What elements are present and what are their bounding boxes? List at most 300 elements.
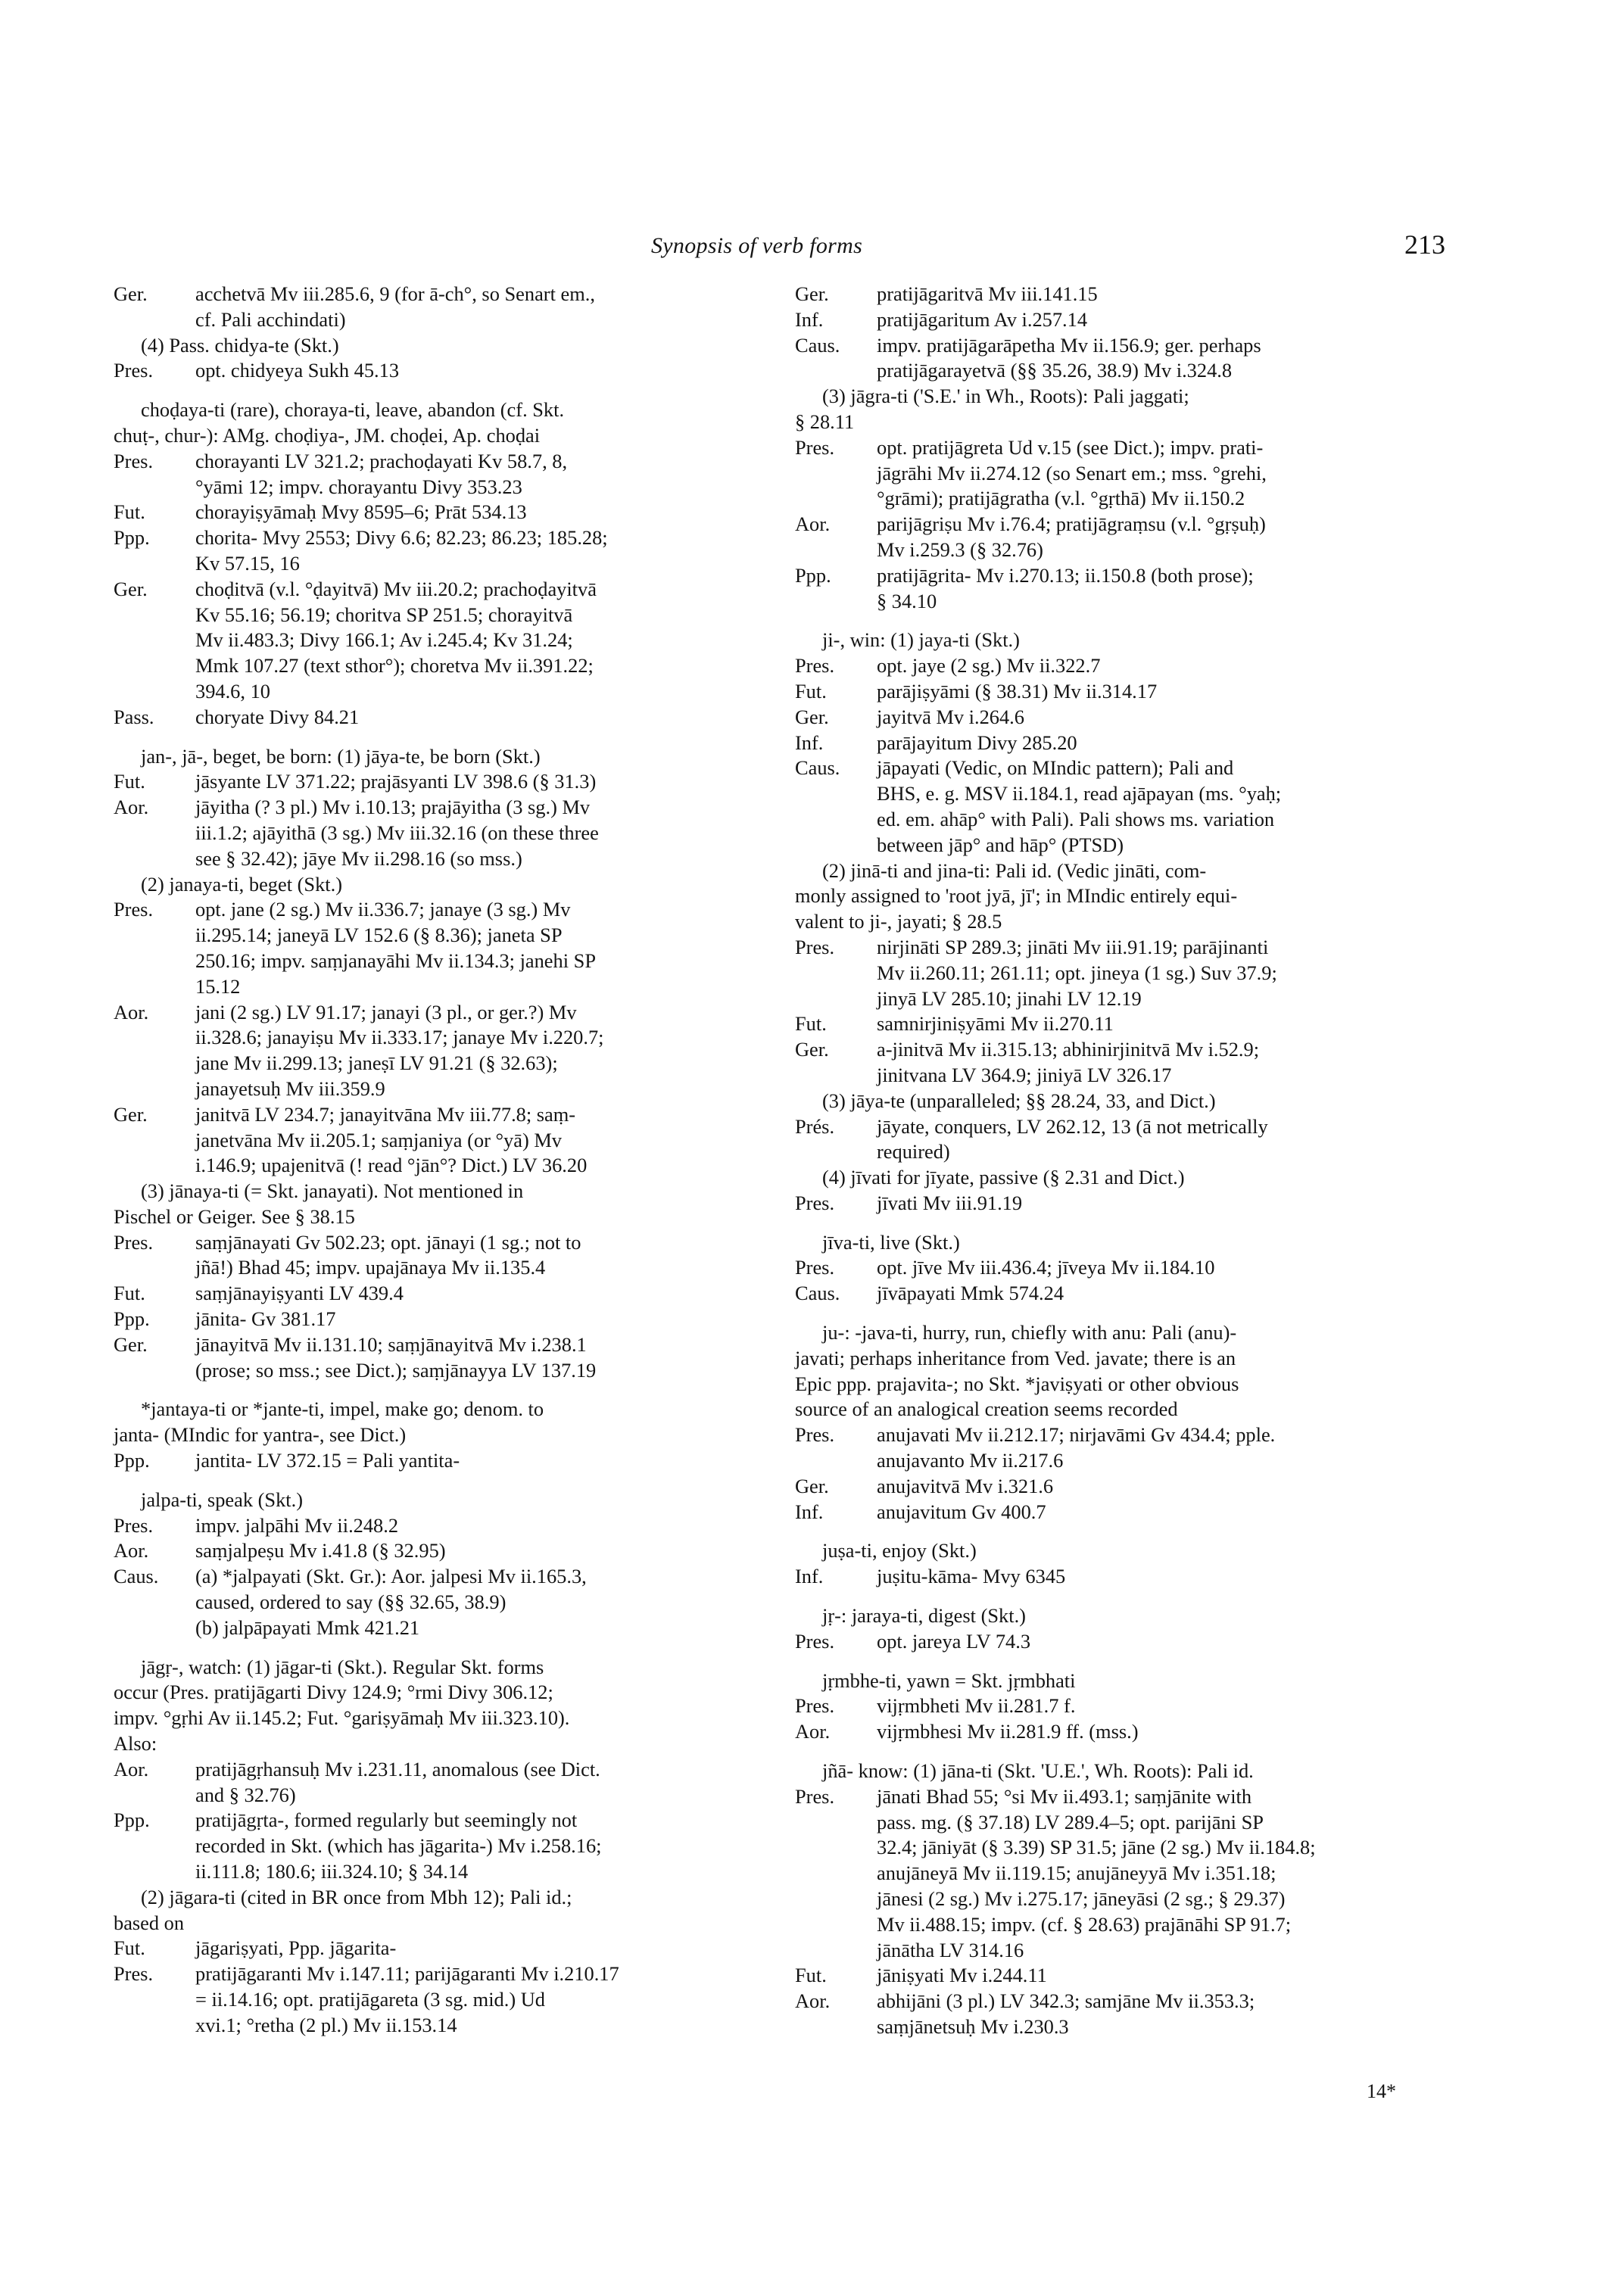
line-text: (3) jāgra-ti ('S.E.' in Wh., Roots): Pali jaggati; — [822, 385, 1189, 408]
line-text: jane Mv ii.299.13; janeṣī LV 91.21 (§ 32.63); — [195, 1051, 558, 1075]
text-line — [795, 435, 1461, 461]
line-text: jānayitvā Mv ii.131.10; saṃjānayitvā Mv i.238.1 — [195, 1332, 587, 1356]
text-line — [114, 1936, 780, 1961]
line-text: vijṛmbhesi Mv ii.281.9 ff. (mss.) — [877, 1720, 1139, 1743]
text-line — [114, 1332, 780, 1358]
line-text: saṃjānetsuḥ Mv i.230.3 — [877, 2015, 1069, 2038]
text-line — [114, 1204, 780, 1230]
line-text: required) — [877, 1140, 950, 1164]
text-line — [114, 1488, 780, 1513]
line-text: jāgrāhi Mv ii.274.12 (so Senart em.; mss. °grehi, — [877, 461, 1267, 484]
line-text: saṃjānayiṣyanti LV 439.4 — [195, 1282, 404, 1305]
line-text: pratijāgṛhansuḥ Mv i.231.11, anomalous (see Dict. — [195, 1757, 600, 1781]
text-line — [114, 2013, 780, 2039]
line-text: BHS, e. g. MSV ii.184.1, read ajāpayan (ms. °yaḥ; — [877, 782, 1282, 805]
form-label: Prés. — [795, 1114, 835, 1138]
text-line — [114, 1590, 780, 1615]
line-text: ii.328.6; janayiṣu Mv ii.333.17; janaye Mv i.220.7; — [195, 1026, 604, 1049]
line-text: ii.295.14; janeyā LV 152.6 (§ 8.36); janeta SP — [195, 924, 563, 947]
text-line — [114, 1885, 780, 1911]
form-label: Fut. — [114, 1936, 145, 1960]
line-text: jīvati Mv iii.91.19 — [877, 1191, 1023, 1214]
line-text: anujavitum Gv 400.7 — [877, 1500, 1046, 1523]
form-label: Pres. — [795, 1629, 835, 1653]
text-line — [114, 1961, 780, 1987]
text-line — [114, 1422, 780, 1448]
text-line — [114, 358, 780, 384]
text-line — [795, 961, 1461, 986]
line-text: chuṭ-, chur-): AMg. choḍiya-, JM. choḍei, Ap. choḍai — [114, 423, 541, 447]
line-text: (2) janaya-ti, beget (Skt.) — [141, 872, 343, 896]
line-text: jāgṛ-, watch: (1) jāgar-ti (Skt.). Regular Skt. forms — [141, 1655, 544, 1678]
text-line — [114, 1987, 780, 2013]
line-text: occur (Pres. pratijāgarti Divy 124.9; °rmi Divy 306.12; — [114, 1681, 553, 1704]
line-text: opt. chidyeya Sukh 45.13 — [195, 359, 400, 382]
line-text: vijṛmbheti Mv ii.281.7 f. — [877, 1694, 1076, 1718]
line-text: Kv 55.16; 56.19; choritva SP 251.5; chorayitvā — [195, 603, 573, 626]
text-line — [795, 512, 1461, 537]
entry-gap — [114, 1383, 780, 1397]
form-label: Caus. — [795, 333, 840, 357]
form-label: Pass. — [114, 705, 154, 728]
text-line — [114, 846, 780, 872]
line-text: chorayiṣyāmaḥ Mvy 8595–6; Prāt 534.13 — [195, 500, 527, 524]
entry-gap — [795, 1307, 1461, 1320]
line-text: jan-, jā-, beget, be born: (1) jāya-te, be born (Skt.) — [141, 744, 541, 768]
form-label: Ger. — [795, 1474, 829, 1497]
text-line — [795, 1989, 1461, 2014]
text-line — [114, 1564, 780, 1590]
text-line — [114, 1513, 780, 1539]
form-label: Pres. — [795, 935, 835, 958]
line-text: jīva-ti, live (Skt.) — [822, 1230, 960, 1254]
line-text: Pischel or Geiger. See § 38.15 — [114, 1204, 355, 1228]
line-text: jāsyante LV 371.22; prajāsyanti LV 398.6 (§ 31.3) — [195, 770, 597, 793]
line-text: jāyitha (? 3 pl.) Mv i.10.13; prajāyitha (3 sg.) Mv — [195, 796, 591, 819]
line-text: samnirjiniṣyāmi Mv ii.270.11 — [877, 1012, 1114, 1036]
form-label: Ger. — [795, 705, 829, 728]
form-label: Inf. — [795, 1500, 824, 1523]
line-text: choḍaya-ti (rare), choraya-ti, leave, abandon (cf. Skt. — [141, 398, 565, 422]
text-line — [114, 872, 780, 898]
line-text: (prose; so mss.; see Dict.); saṃjānayya LV 137.19 — [195, 1358, 597, 1382]
line-text: recorded in Skt. (which has jāgarita-) Mv i.258.16; — [195, 1834, 602, 1858]
line-text: pratijāgṛta-, formed regularly but seemingly not — [195, 1809, 578, 1832]
form-label: Pres. — [795, 654, 835, 678]
text-line — [114, 628, 780, 653]
text-line — [114, 1706, 780, 1731]
line-text: Mv i.259.3 (§ 32.76) — [877, 537, 1043, 561]
form-label: Aor. — [114, 1539, 149, 1562]
line-text: impv. °gṛhi Av ii.145.2; Fut. °gariṣyāmaḥ Mv iii.323.10). — [114, 1706, 570, 1730]
line-text: a-jinitvā Mv ii.315.13; abhinirjinitvā Mv i.52.9; — [877, 1038, 1260, 1061]
line-text: parājayitum Divy 285.20 — [877, 731, 1077, 754]
text-line — [795, 589, 1461, 615]
text-line — [795, 1861, 1461, 1886]
text-line — [114, 1358, 780, 1384]
form-label: Aor. — [795, 1720, 831, 1743]
form-label: Aor. — [795, 512, 831, 536]
line-text: *jantaya-ti or *jante-ti, impel, make go; denom. to — [141, 1397, 544, 1421]
line-text: and § 32.76) — [195, 1783, 296, 1806]
text-line — [114, 500, 780, 525]
text-line — [795, 935, 1461, 961]
line-text: saṃjānayati Gv 502.23; opt. jānayi (1 sg.; not to — [195, 1230, 581, 1254]
text-line — [114, 1783, 780, 1809]
running-title: Synopsis of verb forms — [651, 233, 863, 258]
form-label: Aor. — [795, 1989, 831, 2013]
line-text: i.146.9; upajenitvā (! read °jān°? Dict.) LV 36.20 — [195, 1154, 588, 1177]
form-label: Ppp. — [114, 526, 150, 550]
text-line — [795, 461, 1461, 487]
line-text: Mv ii.483.3; Divy 166.1; Av i.245.4; Kv 31.24; — [195, 628, 573, 652]
text-line — [795, 756, 1461, 781]
text-line — [114, 1911, 780, 1936]
text-line — [114, 307, 780, 333]
text-line — [114, 1000, 780, 1026]
line-text: jāgariṣyati, Ppp. jāgarita- — [195, 1936, 397, 1960]
text-line — [114, 551, 780, 577]
text-line — [795, 909, 1461, 935]
line-text: jantita- LV 372.15 = Pali yantita- — [195, 1449, 460, 1472]
entry-gap — [795, 1655, 1461, 1668]
text-line — [114, 1808, 780, 1833]
text-line — [795, 883, 1461, 909]
line-text: impv. jalpāhi Mv ii.248.2 — [195, 1513, 399, 1537]
line-text: jānita- Gv 381.17 — [195, 1307, 336, 1331]
text-line — [795, 1564, 1461, 1590]
text-line — [795, 307, 1461, 333]
line-text: ju-: -java-ti, hurry, run, chiefly with anu: Pali (anu)- — [822, 1321, 1237, 1344]
text-line — [114, 897, 780, 923]
line-text: choryate Divy 84.21 — [195, 705, 360, 728]
text-line — [114, 653, 780, 679]
text-line — [795, 1719, 1461, 1745]
line-text: (4) jīvati for jīyate, passive (§ 2.31 and Dict.) — [822, 1166, 1185, 1189]
text-line — [795, 1668, 1461, 1694]
entry-gap — [795, 614, 1461, 628]
text-line — [114, 1025, 780, 1051]
text-line — [114, 475, 780, 500]
line-text: Also: — [114, 1732, 157, 1756]
text-line — [114, 795, 780, 821]
line-text: Mmk 107.27 (text sthor°); choretva Mv ii.391.22; — [195, 654, 594, 678]
text-line — [795, 1835, 1461, 1861]
text-line — [114, 923, 780, 949]
form-label: Caus. — [795, 1282, 840, 1305]
text-line — [795, 1320, 1461, 1346]
text-line — [114, 1307, 780, 1332]
text-line — [114, 1281, 780, 1307]
line-text: 250.16; impv. saṃjanayāhi Mv ii.134.3; janehi SP — [195, 949, 596, 972]
form-label: Pres. — [114, 449, 154, 472]
text-line — [795, 282, 1461, 307]
text-line — [114, 1076, 780, 1102]
text-line — [795, 1784, 1461, 1810]
text-line — [114, 974, 780, 1000]
text-line — [795, 731, 1461, 756]
text-line — [114, 1859, 780, 1885]
line-text: ed. em. ahāp° with Pali). Pali shows ms. variation — [877, 807, 1275, 830]
text-line — [114, 1615, 780, 1641]
line-text: chorayanti LV 321.2; prachoḍayati Kv 58.7, 8, — [195, 449, 568, 472]
text-line — [795, 1165, 1461, 1191]
line-text: (b) jalpāpayati Mmk 421.21 — [195, 1615, 420, 1639]
line-text: see § 32.42); jāye Mv ii.298.16 (so mss.) — [195, 846, 522, 870]
line-text: choḍitvā (v.l. °ḍayitvā) Mv iii.20.2; prachoḍayitvā — [195, 577, 597, 600]
text-line — [795, 628, 1461, 653]
text-line — [795, 1810, 1461, 1836]
form-label: Pres. — [795, 1784, 835, 1808]
line-text: pratijāgrita- Mv i.270.13; ii.150.8 (both prose); — [877, 563, 1254, 587]
line-text: juṣa-ti, enjoy (Skt.) — [822, 1539, 977, 1562]
line-text: 394.6, 10 — [195, 679, 270, 703]
text-line — [114, 1538, 780, 1564]
line-text: jīvāpayati Mmk 574.24 — [877, 1282, 1064, 1305]
form-label: Pres. — [795, 1256, 835, 1279]
line-text: Kv 57.15, 16 — [195, 551, 300, 575]
line-text: (2) jāgara-ti (cited in BR once from Mbh 12); Pali id.; — [141, 1885, 572, 1908]
line-text: javati; perhaps inheritance from Ved. javate; there is an — [795, 1346, 1236, 1369]
form-label: Ger. — [114, 1102, 148, 1126]
form-label: Pres. — [795, 1191, 835, 1214]
text-line — [114, 1731, 780, 1757]
text-line — [795, 986, 1461, 1012]
text-line — [795, 1011, 1461, 1037]
text-line — [795, 833, 1461, 858]
line-text: source of an analogical creation seems recorded — [795, 1397, 1178, 1421]
line-text: jani (2 sg.) LV 91.17; janayi (3 pl., or ger.?) Mv — [195, 1000, 577, 1023]
line-text: jānati Bhad 55; °si Mv ii.493.1; saṃjānite with — [877, 1784, 1252, 1808]
line-text: anujāneyā Mv ii.119.15; anujāneyyā Mv i.351.18; — [877, 1862, 1276, 1885]
entry-gap — [795, 1590, 1461, 1603]
text-line — [795, 781, 1461, 807]
line-text: janitvā LV 234.7; janayitvāna Mv iii.77.8; saṃ- — [195, 1102, 576, 1126]
line-text: juṣitu-kāma- Mvy 6345 — [877, 1565, 1066, 1588]
page-number: 213 — [1404, 229, 1445, 260]
entry-gap — [795, 1525, 1461, 1538]
text-line — [795, 1603, 1461, 1629]
line-text: parājiṣyāmi (§ 38.31) Mv ii.314.17 — [877, 679, 1158, 703]
text-line — [114, 1255, 780, 1281]
text-line — [795, 1500, 1461, 1525]
line-text: opt. pratijāgreta Ud v.15 (see Dict.); impv. prati- — [877, 435, 1264, 459]
line-text: monly assigned to 'root jyā, jī'; in MIndic entirely equi- — [795, 884, 1238, 908]
form-label: Fut. — [795, 1964, 827, 1987]
text-line — [114, 1833, 780, 1859]
line-text: parijāgriṣu Mv i.76.4; pratijāgraṃsu (v.l. °gṛṣuḥ) — [877, 512, 1266, 536]
line-text: jāyate, conquers, LV 262.12, 13 (ā not metrically — [877, 1114, 1268, 1138]
line-text: iii.1.2; ajāyithā (3 sg.) Mv iii.32.16 (on these three — [195, 821, 599, 844]
line-text: xvi.1; °retha (2 pl.) Mv ii.153.14 — [195, 2013, 457, 2036]
line-text: opt. jareya LV 74.3 — [877, 1629, 1031, 1653]
text-line — [114, 577, 780, 603]
text-line — [795, 410, 1461, 435]
line-text: °grāmi); pratijāgratha (v.l. °gṛthā) Mv ii.150.2 — [877, 487, 1245, 510]
form-label: Inf. — [795, 1565, 824, 1588]
form-label: Pres. — [114, 359, 154, 382]
form-label: Ppp. — [114, 1809, 150, 1832]
text-line — [795, 1938, 1461, 1964]
form-label: Pres. — [795, 435, 835, 459]
text-line — [795, 1063, 1461, 1089]
form-label: Caus. — [114, 1565, 159, 1588]
text-line — [114, 949, 780, 974]
text-line — [795, 1397, 1461, 1422]
text-line — [114, 744, 780, 770]
text-line — [114, 679, 780, 705]
line-text: (2) jinā-ti and jina-ti: Pali id. (Vedic jināti, com- — [822, 858, 1207, 882]
form-label: Inf. — [795, 731, 824, 754]
form-label: Fut. — [114, 500, 145, 524]
text-line — [795, 537, 1461, 563]
text-line — [114, 282, 780, 307]
entry-gap — [114, 1474, 780, 1488]
form-label: Ger. — [795, 1038, 829, 1061]
line-text: (3) jāya-te (unparalleled; §§ 28.24, 33, and Dict.) — [822, 1089, 1216, 1112]
form-label: Ger. — [795, 282, 829, 305]
text-line — [114, 525, 780, 551]
line-text: valent to ji-, jayati; § 28.5 — [795, 910, 1002, 933]
line-text: jṛmbhe-ti, yawn = Skt. jṛmbhati — [822, 1668, 1076, 1692]
form-label: Aor. — [114, 1757, 149, 1781]
line-text: anujavati Mv ii.212.17; nirjavāmi Gv 434.4; pple. — [877, 1423, 1276, 1447]
line-text: jinyā LV 285.10; jinahi LV 12.19 — [877, 986, 1142, 1010]
text-line — [114, 705, 780, 731]
line-text: abhijāni (3 pl.) LV 342.3; samjāne Mv ii.353.3; — [877, 1989, 1255, 2013]
text-line — [795, 1281, 1461, 1307]
form-label: Ger. — [114, 1332, 148, 1356]
form-label: Caus. — [795, 756, 840, 780]
text-line — [114, 769, 780, 795]
form-label: Ger. — [114, 282, 148, 305]
line-text: janetvāna Mv ii.205.1; saṃjaniya (or °yā) Mv — [195, 1128, 563, 1151]
text-line — [795, 1538, 1461, 1564]
line-text: janta- (MIndic for yantra-, see Dict.) — [114, 1423, 407, 1447]
form-label: Pres. — [114, 1513, 154, 1537]
text-line — [795, 1759, 1461, 1784]
text-line — [795, 1255, 1461, 1281]
entry-gap — [114, 384, 780, 397]
line-text: = ii.14.16; opt. pratijāgareta (3 sg. mid.) Ud — [195, 1988, 545, 2011]
text-line — [114, 1397, 780, 1422]
text-line — [795, 1139, 1461, 1165]
line-text: jāniṣyati Mv i.244.11 — [877, 1964, 1047, 1987]
form-label: Pres. — [795, 1423, 835, 1447]
form-label: Fut. — [795, 679, 827, 703]
text-line — [114, 1230, 780, 1256]
text-line — [795, 1886, 1461, 1912]
text-line — [114, 1153, 780, 1179]
text-line — [795, 486, 1461, 512]
line-text: cf. Pali acchindati) — [195, 307, 346, 331]
text-line — [795, 705, 1461, 731]
form-label: Ppp. — [114, 1307, 150, 1331]
line-text: jānātha LV 314.16 — [877, 1938, 1024, 1961]
text-line — [795, 1693, 1461, 1719]
line-text: between jāp° and hāp° (PTSD) — [877, 833, 1124, 856]
text-line — [795, 563, 1461, 589]
line-text: § 34.10 — [877, 589, 937, 612]
text-line — [114, 333, 780, 359]
line-text: pratijāgaritum Av i.257.14 — [877, 307, 1088, 331]
text-line — [795, 1037, 1461, 1063]
line-text: impv. pratijāgarāpetha Mv ii.156.9; ger. perhaps — [877, 333, 1261, 357]
text-line — [795, 807, 1461, 833]
line-text: acchetvā Mv iii.285.6, 9 (for ā-ch°, so Senart em., — [195, 282, 595, 305]
text-line — [114, 1102, 780, 1128]
line-text: ii.111.8; 180.6; iii.324.10; § 34.14 — [195, 1860, 469, 1883]
entry-gap — [795, 1217, 1461, 1230]
text-line — [114, 603, 780, 628]
text-line — [795, 1422, 1461, 1448]
line-text: janayetsuḥ Mv iii.359.9 — [195, 1076, 385, 1100]
line-text: Epic ppp. prajavita-; no Skt. *javiṣyati or other obvious — [795, 1372, 1239, 1395]
text-line — [795, 1629, 1461, 1655]
text-line — [795, 2014, 1461, 2040]
line-text: pratijāgarayetvā (§§ 35.26, 38.9) Mv i.324.8 — [877, 359, 1233, 382]
text-line — [114, 397, 780, 423]
text-line — [795, 1191, 1461, 1217]
text-line — [795, 653, 1461, 679]
text-line — [114, 449, 780, 475]
text-line — [795, 1912, 1461, 1938]
text-line — [795, 1346, 1461, 1372]
line-text: based on — [114, 1911, 185, 1934]
text-line — [795, 1089, 1461, 1114]
line-text: anujavanto Mv ii.217.6 — [877, 1449, 1064, 1472]
entry-gap — [795, 1745, 1461, 1759]
line-text: °yāmi 12; impv. chorayantu Divy 353.23 — [195, 475, 522, 498]
right-column — [795, 282, 1461, 2040]
line-text: jinitvana LV 364.9; jiniyā LV 326.17 — [877, 1063, 1172, 1086]
text-line — [795, 1230, 1461, 1256]
form-label: Aor. — [114, 1000, 149, 1023]
line-text: saṃjalpeṣu Mv i.41.8 (§ 32.95) — [195, 1539, 446, 1562]
line-text: chorita- Mvy 2553; Divy 6.6; 82.23; 86.23; 185.28; — [195, 526, 608, 550]
text-line — [114, 1051, 780, 1076]
line-text: opt. jaye (2 sg.) Mv ii.322.7 — [877, 654, 1101, 678]
line-text: (4) Pass. chidya-te (Skt.) — [141, 333, 339, 357]
form-label: Aor. — [114, 796, 149, 819]
line-text: jṛ-: jaraya-ti, digest (Skt.) — [822, 1604, 1026, 1628]
text-line — [795, 1114, 1461, 1140]
line-text: § 28.11 — [795, 410, 855, 433]
form-label: Pres. — [114, 1962, 154, 1986]
form-label: Ger. — [114, 577, 148, 600]
text-line — [114, 1655, 780, 1681]
line-text: 15.12 — [195, 974, 241, 998]
line-text: opt. jīve Mv iii.436.4; jīveya Mv ii.184.10 — [877, 1256, 1215, 1279]
text-line — [795, 333, 1461, 359]
text-line — [114, 1680, 780, 1706]
form-label: Fut. — [114, 1282, 145, 1305]
form-label: Pres. — [795, 1694, 835, 1718]
text-line — [795, 1448, 1461, 1474]
text-line — [795, 1963, 1461, 1989]
line-text: jñā- know: (1) jāna-ti (Skt. 'U.E.', Wh. Roots): Pali id. — [822, 1759, 1254, 1783]
form-label: Ppp. — [114, 1449, 150, 1472]
line-text: (a) *jalpayati (Skt. Gr.): Aor. jalpesi Mv ii.165.3, — [195, 1565, 587, 1588]
entry-gap — [114, 731, 780, 744]
line-text: Mv ii.260.11; 261.11; opt. jineya (1 sg.) Suv 37.9; — [877, 961, 1277, 984]
form-label: Inf. — [795, 307, 824, 331]
line-text: 32.4; jāniyāt (§ 3.39) SP 31.5; jāne (2 sg.) Mv ii.184.8; — [877, 1836, 1316, 1859]
form-label: Fut. — [795, 1012, 827, 1036]
line-text: caused, ordered to say (§§ 32.65, 38.9) — [195, 1590, 507, 1614]
left-column — [114, 282, 780, 2039]
form-label: Ppp. — [795, 563, 831, 587]
